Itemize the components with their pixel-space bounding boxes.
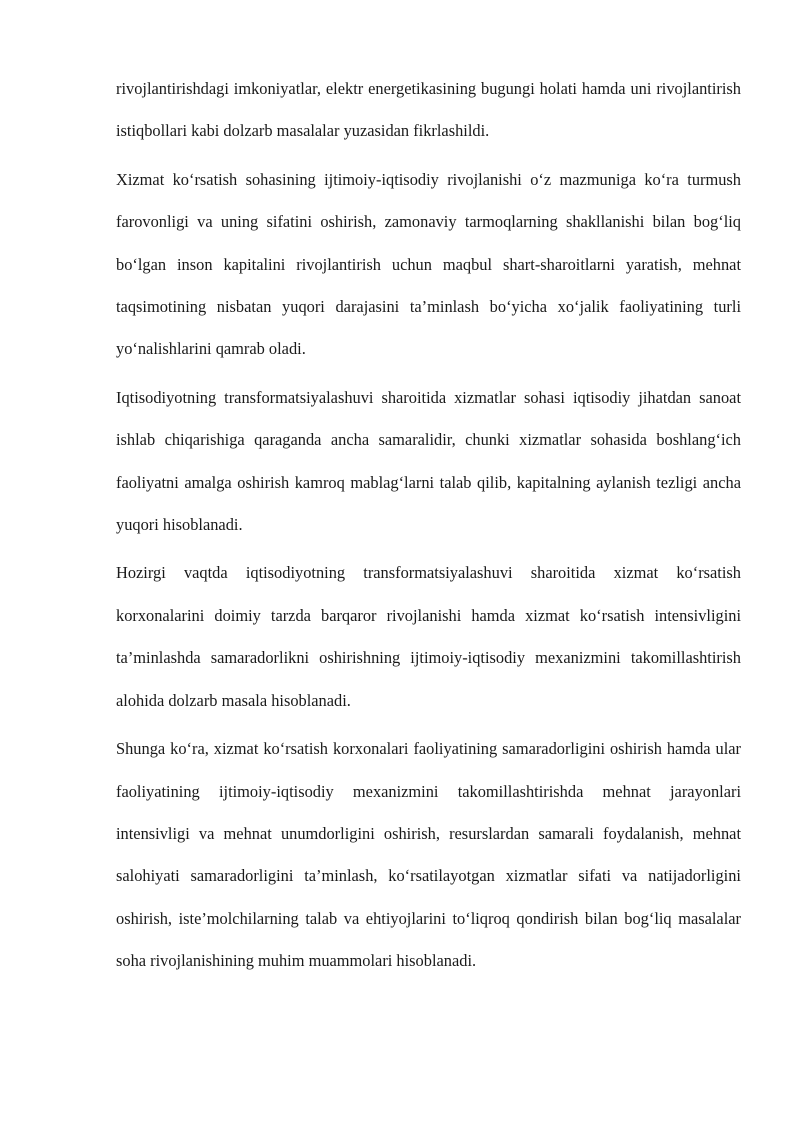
paragraph-3: Iqtisodiyotning transformatsiyalashuvi sharoitida xizmatlar sohasi iqtisodiy jihatdan sanoat ishlab chiqarishiga qaraganda ancha samaralidir, chunki xizmatlar sohasida boshlang‘ich faoliyatni amalga oshirish kamroq mablag‘larni talab qilib, kapitalning aylanish tezligi ancha yuqori hisoblanadi. bbox=[116, 387, 741, 535]
paragraph-4: Hozirgi vaqtda iqtisodiyotning transformatsiyalashuvi sharoitida xizmat ko‘rsatish korxonalarini doimiy tarzda barqaror rivojlanishi hamda xizmat ko‘rsatish intensivligini ta’minlashda samaradorlikni oshirishning ijtimoiy-iqtisodiy mexanizmini takomillashtirish alohida dolzarb masala hisoblanadi. bbox=[116, 563, 741, 710]
paragraph-5: Shunga ko‘ra, xizmat ko‘rsatish korxonalari faoliyatining samaradorligini oshirish hamda ular faoliyatining ijtimoiy-iqtisodiy mexanizmini takomillashtirishda mehnat jarayonlari intensivligi va mehnat unumdorligini oshirish, resurslardan samarali foydalanish, mehnat salohiyati samaradorligini ta’minlash, ko‘rsatilayotgan xizmatlar sifati va natijadorligini oshirish, iste’molchilarning talab va ehtiyojlarini to‘liqroq qondirish bilan bog‘liq masalalar soha rivojlanishining muhim muammolari hisoblanadi. bbox=[116, 739, 741, 971]
paragraph-2: Xizmat ko‘rsatish sohasining ijtimoiy-iqtisodiy rivojlanishi o‘z mazmuniga ko‘ra turmush farovonligi va uning sifatini oshirish, zamonaviy tarmoqlarning shakllanishi bilan bog‘liq bo‘lgan inson kapitalini rivojlantirish uchun maqbul shart-sharoitlarni yaratish, mehnat taqsimotining nisbatan yuqori darajasini ta’minlash bo‘yicha xo‘jalik faoliyatining turli yo‘nalishlarini qamrab oladi. bbox=[116, 169, 741, 359]
paragraph-1: rivojlantirishdagi imkoniyatlar, elektr energetikasining bugungi holati hamda uni rivojlantirish istiqbollari kabi dolzarb masalalar yuzasidan fikrlashildi. bbox=[116, 79, 741, 141]
document-page bbox=[116, 68, 741, 989]
